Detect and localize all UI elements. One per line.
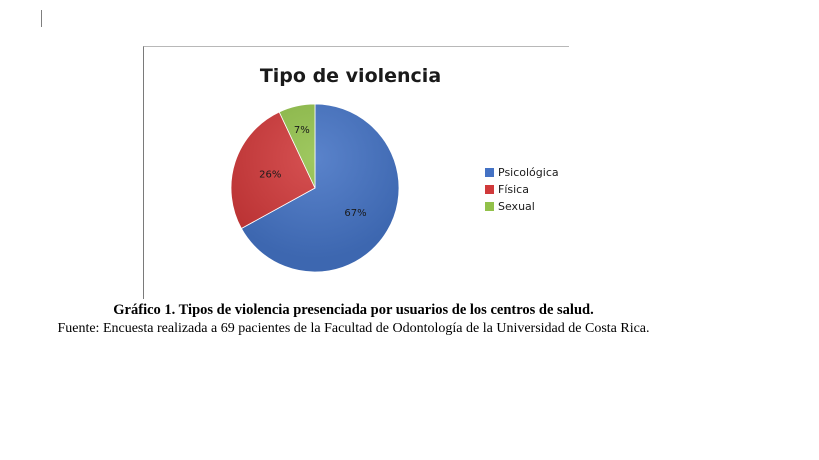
chart-title: Tipo de violencia (259, 65, 442, 87)
legend-label: Física (498, 183, 529, 196)
chart-legend (485, 164, 559, 215)
legend-swatch (485, 185, 494, 194)
legend-swatch (485, 202, 494, 211)
pie-label-fisica: 26% (259, 169, 282, 181)
legend-item-fisica (485, 181, 559, 198)
pie-label-sexual: 7% (293, 125, 310, 136)
figure-caption (48, 301, 659, 339)
legend-label: Sexual (498, 200, 535, 213)
pie-label-psicologica: 67% (344, 207, 367, 219)
caption-title: Gráfico 1. Tipos de violencia presenciada por usuarios de los centros de salud. (113, 302, 594, 318)
chart-container (143, 46, 569, 299)
text-cursor (41, 10, 42, 27)
legend-item-sexual (485, 198, 559, 215)
legend-swatch (485, 168, 494, 177)
caption-source: Fuente: Encuesta realizada a 69 pacientes de la Facultad de Odontología de la Universidad de Costa Rica. (57, 321, 650, 336)
legend-item-psicologica (485, 164, 559, 181)
legend-label: Psicológica (498, 166, 559, 179)
